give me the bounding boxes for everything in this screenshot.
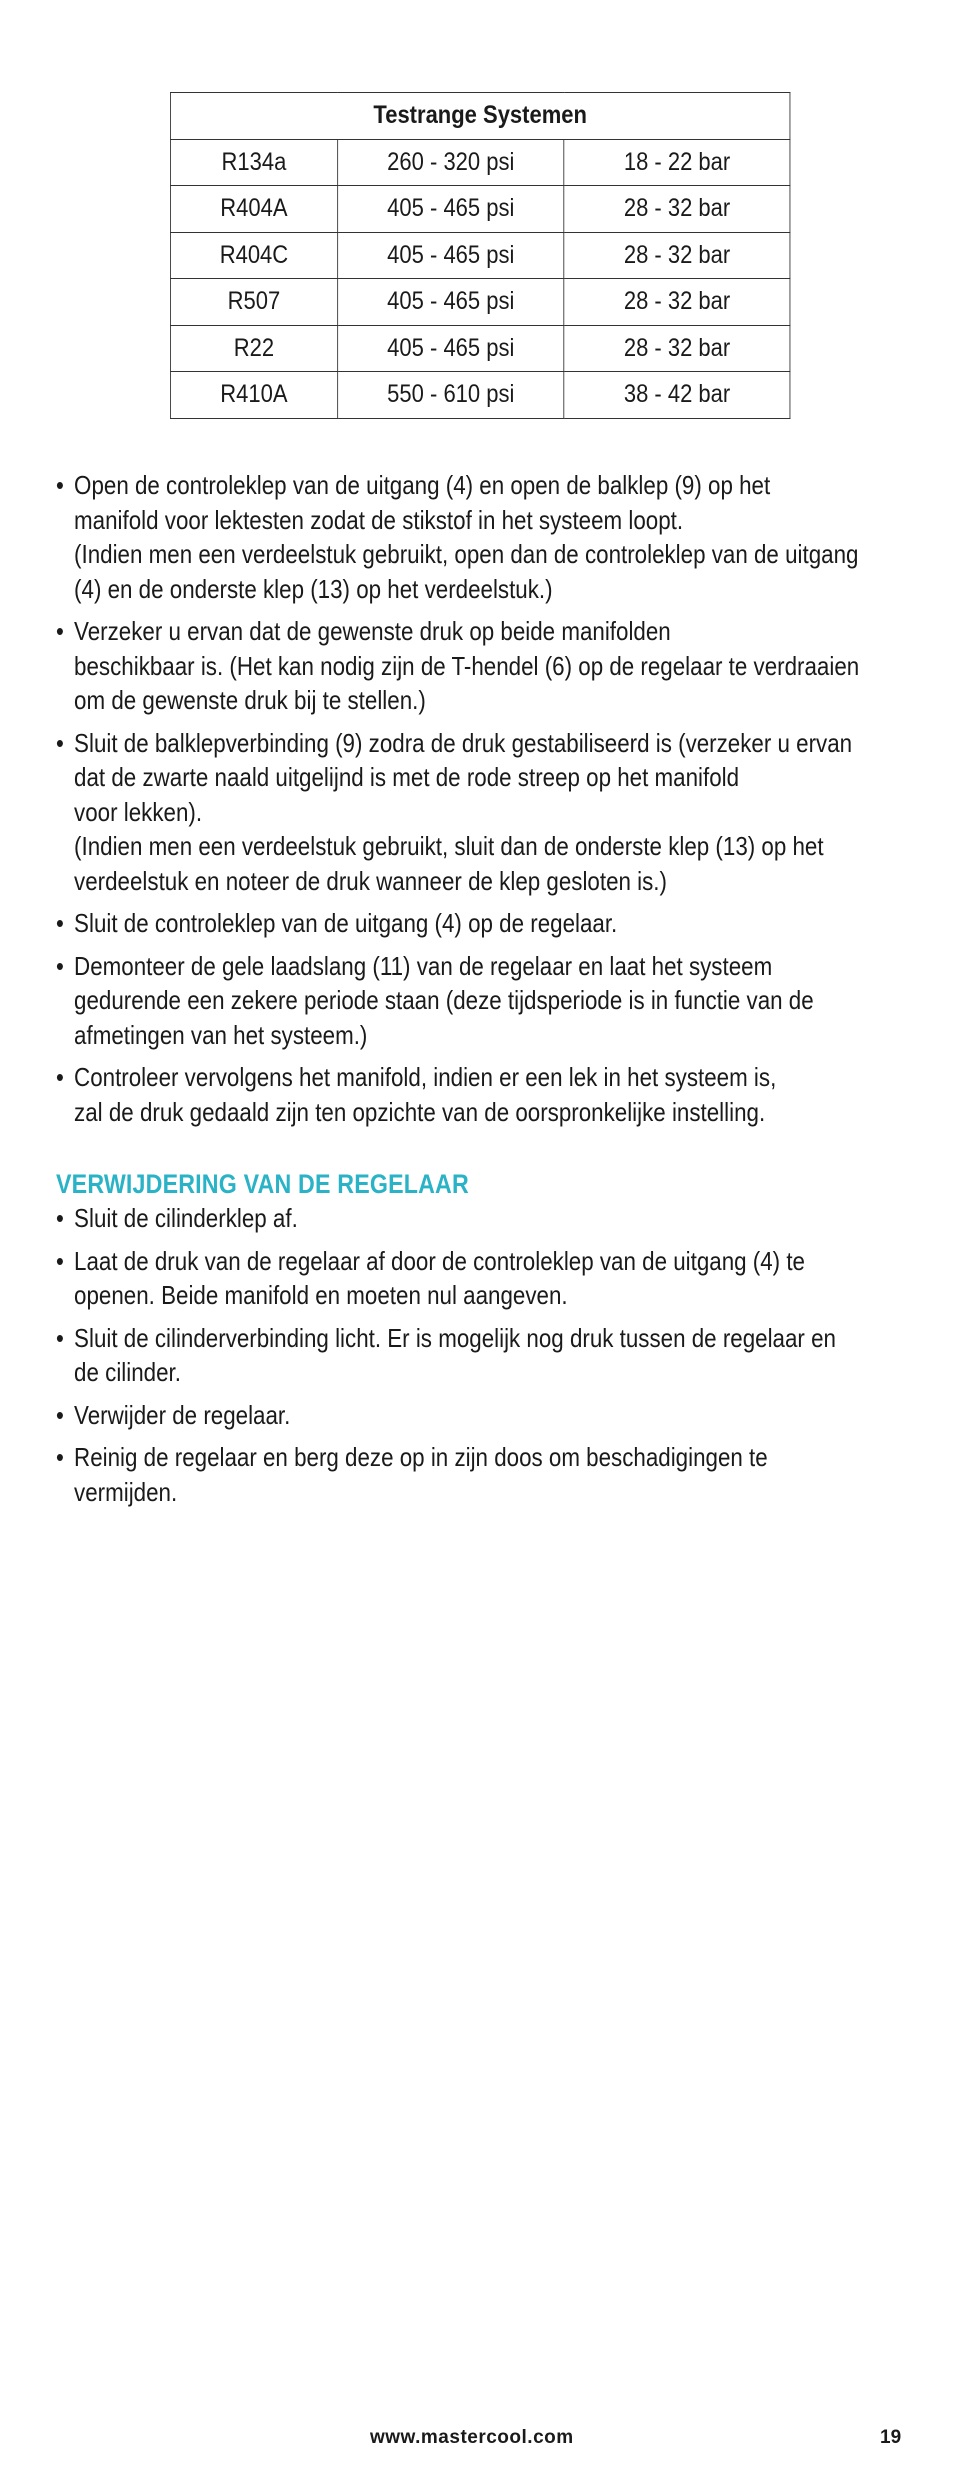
refrigerant-cell: R410A — [170, 372, 337, 419]
table-row — [170, 139, 790, 186]
psi-cell: 405 - 465 psi — [337, 325, 564, 372]
list-item — [56, 1201, 916, 1236]
step-text: • Sluit de cilinderverbinding licht. Er is mogelijk nog druk tussen de regelaar en de cilinder. — [74, 1322, 836, 1387]
step-text: • Open de controleklep van de uitgang (4) en open de balklep (9) op het manifold voor lektesten zodat de stikstof in het systeem loopt. — [74, 470, 771, 535]
table-row — [170, 372, 790, 419]
instructions-body — [56, 468, 916, 1517]
list-item — [56, 1398, 916, 1433]
psi-cell: 405 - 465 psi — [337, 186, 564, 233]
table-row — [170, 325, 790, 372]
table-row — [170, 186, 790, 233]
step-note: (Indien men een verdeelstuk gebruikt, sluit dan de onderste klep (13) op het verdeelstuk en noteer de druk wanneer de klep gesloten is.) — [74, 831, 824, 896]
list-item — [56, 949, 916, 1053]
bar-cell: 28 - 32 bar — [564, 232, 790, 279]
refrigerant-cell: R404A — [170, 186, 337, 233]
step-text: • Verzeker u ervan dat de gewenste druk op beide manifolden beschikbaar is. (Het kan nodig zijn de T-hendel (6) op de regelaar te verdraaien om de gewenste druk bij te stellen.) — [74, 616, 860, 715]
bar-cell: 28 - 32 bar — [564, 186, 790, 233]
refrigerant-cell: R22 — [170, 325, 337, 372]
psi-cell: 405 - 465 psi — [337, 232, 564, 279]
bar-cell: 18 - 22 bar — [564, 139, 790, 186]
refrigerant-cell: R404C — [170, 232, 337, 279]
step-text: • Demonteer de gele laadslang (11) van de regelaar en laat het systeem gedurende een zekere periode staan (deze tijdsperiode is in functie van de afmetingen van het systeem.) — [74, 950, 814, 1050]
list-item — [56, 1244, 916, 1313]
list-item — [56, 726, 916, 899]
step-text: • Laat de druk van de regelaar af door de controleklep van de uitgang (4) te openen. Beide manifold en moeten nul aangeven. — [74, 1245, 805, 1310]
table-title: Testrange Systemen — [170, 93, 790, 140]
list-item — [56, 1321, 916, 1390]
refrigerant-cell: R134a — [170, 139, 337, 186]
step-text: • Reinig de regelaar en berg deze op in zijn doos om beschadigingen te vermijden. — [74, 1442, 768, 1507]
regulator-removal-steps — [56, 1201, 916, 1509]
list-item — [56, 1060, 916, 1129]
step-text: • Sluit de balklepverbinding (9) zodra de druk gestabiliseerd is (verzeker u ervan dat de zwarte naald uitgelijnd is met de rode streep op het manifold voor lekken). — [74, 727, 853, 827]
step-text: • Controleer vervolgens het manifold, indien er een lek in het systeem is, zal de druk gedaald zijn ten opzichte van de oorspronkelijke instelling. — [74, 1062, 777, 1127]
leak-test-steps — [56, 468, 916, 1129]
table-row — [170, 279, 790, 326]
list-item — [56, 614, 916, 718]
step-text: • Sluit de cilinderklep af. — [74, 1203, 298, 1233]
footer-url[interactable]: www.mastercool.com — [370, 2427, 574, 2448]
psi-cell: 550 - 610 psi — [337, 372, 564, 419]
table-row — [170, 232, 790, 279]
step-note: (Indien men een verdeelstuk gebruikt, open dan de controleklep van de uitgang (4) en de onderste klep (13) op het verdeelstuk.) — [74, 539, 859, 604]
refrigerant-cell: R507 — [170, 279, 337, 326]
list-item — [56, 1440, 916, 1509]
bar-cell: 28 - 32 bar — [564, 279, 790, 326]
psi-cell: 405 - 465 psi — [337, 279, 564, 326]
page-number: 19 — [880, 2427, 902, 2448]
bar-cell: 28 - 32 bar — [564, 325, 790, 372]
step-text: • Sluit de controleklep van de uitgang (4) op de regelaar. — [74, 908, 618, 938]
section-heading: VERWIJDERING VAN DE REGELAAR — [56, 1169, 469, 1199]
list-item — [56, 468, 916, 606]
step-text: • Verwijder de regelaar. — [74, 1399, 291, 1430]
psi-cell: 260 - 320 psi — [337, 139, 564, 186]
bar-cell: 38 - 42 bar — [564, 372, 790, 419]
test-range-table — [170, 92, 790, 419]
list-item — [56, 906, 916, 941]
